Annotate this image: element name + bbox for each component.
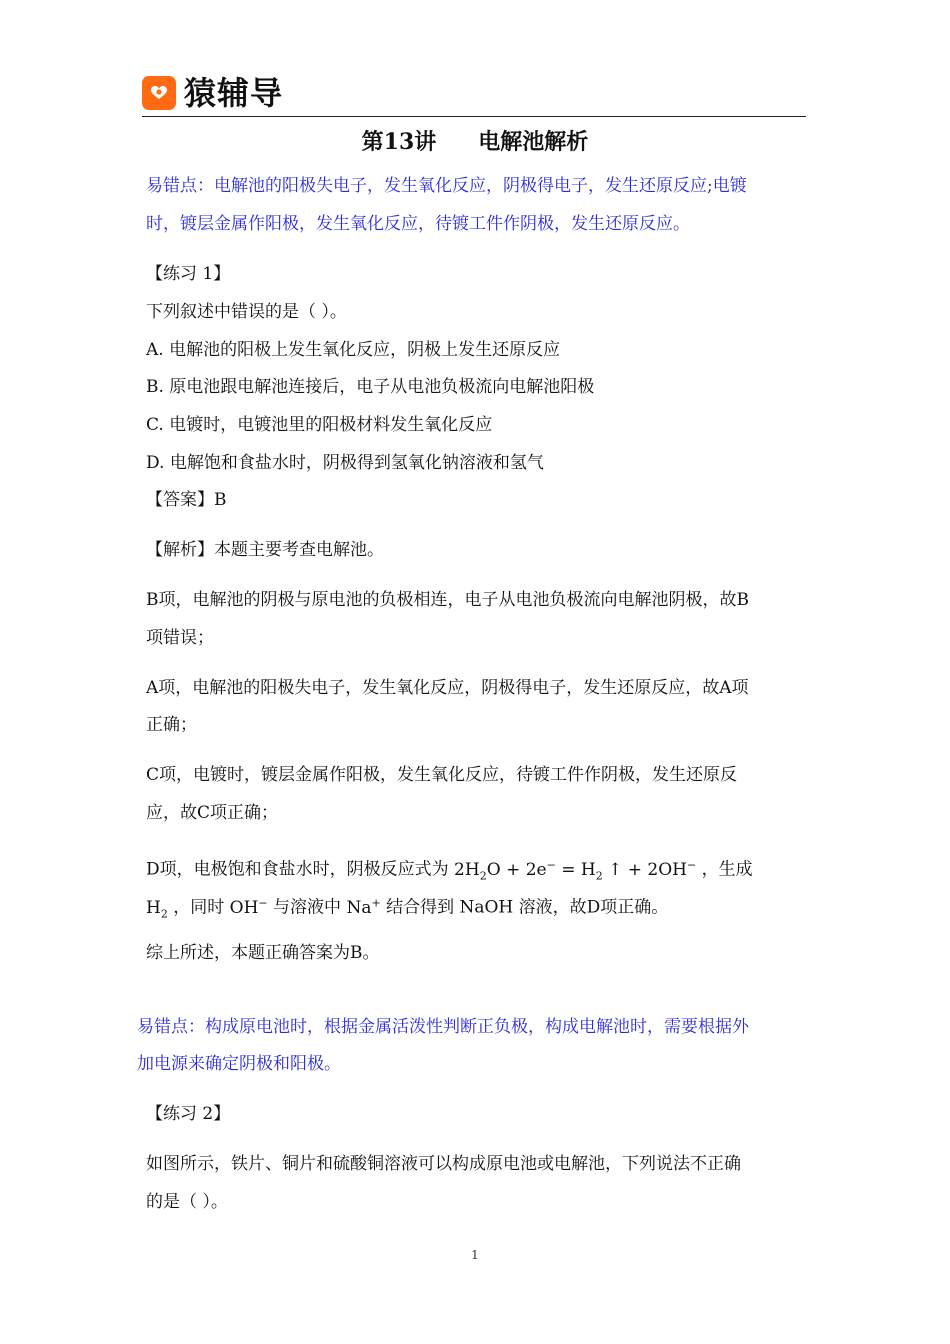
- formula-h2: $H_2$: [146, 897, 168, 921]
- analysis-d-text-mid1: ，同时: [167, 897, 230, 918]
- heart-icon: [151, 86, 167, 100]
- header-divider: [142, 116, 806, 117]
- option-d: D. 电解饱和食盐水时，阴极得到氢氧化钠溶液和氢气: [146, 453, 544, 473]
- logo-badge: [142, 76, 176, 110]
- tip1-line2: 时，镀层金属作阳极，发生氧化反应，待镀工件作阴极，发生还原反应。: [146, 214, 690, 234]
- analysis-intro: 【解析】本题主要考查电解池。: [146, 540, 384, 560]
- exercise2-line2: 的是（ ）。: [146, 1192, 228, 1212]
- formula-na-ion: Na+: [346, 896, 381, 918]
- tip2-line1: 易错点：构成原电池时，根据金属活泼性判断正负极，构成电解池时，需要根据外: [137, 1017, 749, 1037]
- analysis-a-line2: 正确；: [146, 715, 197, 735]
- page-number: 1: [471, 1248, 479, 1262]
- formula-oh-ion: OH−: [229, 896, 268, 918]
- exercise2-line1: 如图所示，铁片、铜片和硫酸铜溶液可以构成原电池或电解池，下列说法不正确: [146, 1154, 741, 1174]
- logo-text: 猿辅导: [184, 74, 284, 112]
- analysis-d-text-post2: 结合得到 NaOH 溶液，故D项正确。: [380, 897, 669, 918]
- analysis-d-text-post: ，生成: [696, 859, 753, 880]
- exercise1-question: 下列叙述中错误的是（ ）。: [146, 302, 347, 322]
- page-title: [0, 126, 950, 158]
- title-topic: 电解池解析: [478, 129, 589, 155]
- answer: 【答案】B: [146, 490, 227, 510]
- cathode-equation: $2H_2O + 2e^- = H_2$ ↑ + 2OH−: [454, 858, 697, 883]
- option-b: B. 原电池跟电解池连接后，电子从电池负极流向电解池阳极: [146, 377, 595, 397]
- analysis-d-text-mid2: 与溶液中: [267, 897, 347, 918]
- analysis-d-text-pre: D项，电极饱和食盐水时，阴极反应式为: [146, 859, 455, 880]
- analysis-summary: 综上所述，本题正确答案为B。: [146, 943, 380, 963]
- option-a: A. 电解池的阳极上发生氧化反应，阴极上发生还原反应: [146, 340, 561, 360]
- analysis-d-line1: [146, 853, 753, 888]
- tip2-line2: 加电源来确定阴极和阳极。: [137, 1054, 341, 1074]
- option-c: C. 电镀时，电镀池里的阳极材料发生氧化反应: [146, 415, 493, 435]
- analysis-d-line2: [146, 891, 668, 926]
- exercise1-label: 【练习 1】: [146, 264, 231, 284]
- analysis-c-line2: 应，故C项正确；: [146, 803, 279, 823]
- analysis-b-line1: B项，电解池的阴极与原电池的负极相连，电子从电池负极流向电解池阴极，故B: [146, 590, 749, 610]
- exercise2-label: 【练习 2】: [146, 1104, 231, 1124]
- analysis-a-line1: A项，电解池的阳极失电子，发生氧化反应，阴极得电子，发生还原反应，故A项: [146, 678, 749, 698]
- title-lesson-number: 第13讲: [361, 129, 437, 155]
- analysis-b-line2: 项错误；: [146, 628, 214, 648]
- tip1-line1: 易错点：电解池的阳极失电子，发生氧化反应，阴极得电子，发生还原反应;电镀: [146, 176, 747, 196]
- analysis-c-line1: C项，电镀时，镀层金属作阳极，发生氧化反应，待镀工件作阴极，发生还原反: [146, 765, 738, 785]
